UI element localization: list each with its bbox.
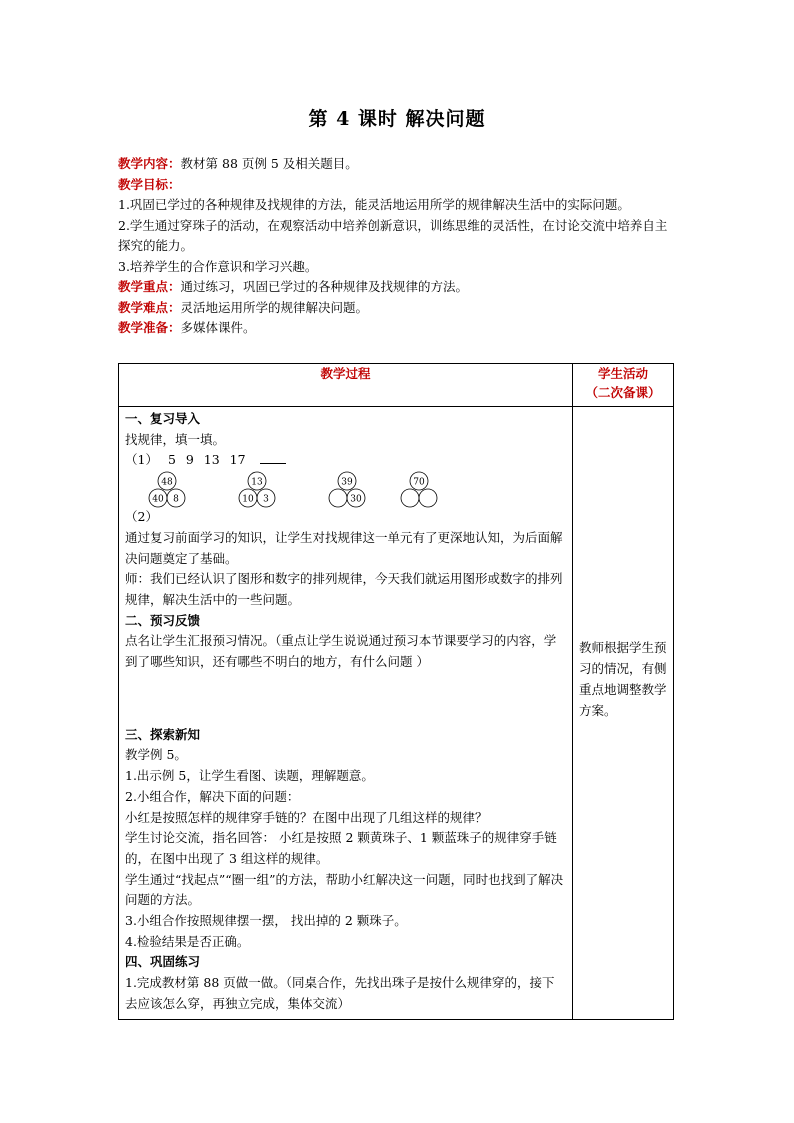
section-preview-title: 二、预习反馈	[125, 612, 201, 628]
sequence-values: 5 9 13 17	[167, 452, 246, 468]
explore-line: 学生通过“找起点”“圈一组”的方法，帮助小红解决这一问题，同时也找到了解决问题的方法。	[125, 871, 564, 908]
puzzle-number: 13	[251, 477, 263, 488]
puzzle-number: 10	[242, 494, 254, 505]
question-2-label: （2）	[125, 509, 158, 525]
teaching-key-point	[118, 277, 678, 298]
sequence-question	[125, 450, 566, 471]
process-header: 教学过程	[119, 364, 573, 407]
key-point-text: 通过练习，巩固已学过的各种规律及找规律的方法。	[180, 279, 469, 294]
process-cell	[119, 407, 573, 1020]
student-activity-header	[573, 364, 674, 407]
practice-text: 1.完成教材第 88 页做一做。（同桌合作，先找出珠子是按什么规律穿的，接下去应该怎么穿，再独立完成，集体交流）	[125, 975, 555, 1011]
teaching-content	[118, 154, 678, 175]
puzzle-number: 48	[161, 477, 173, 488]
circle-group	[239, 472, 275, 507]
review-summary: 通过复习前面学习的知识，让学生对找规律这一单元有了更深地认知，为后面解决问题奠定了基础。	[125, 529, 563, 566]
table-body-row	[119, 407, 674, 1020]
puzzle-number: 70	[413, 477, 425, 488]
preparation-label: 教学准备：	[118, 320, 181, 335]
teaching-content-label: 教学内容：	[118, 156, 181, 171]
puzzle-number: 8	[173, 494, 179, 505]
difficulty-text: 灵活地运用所学的规律解决问题。	[180, 299, 369, 315]
teaching-content-text: 教材第 88 页例 5 及相关题目。	[180, 156, 358, 171]
circle-group	[149, 472, 185, 507]
explore-line: 小红是按照怎样的规律穿手链的？在图中出现了几组这样的规律？	[125, 809, 488, 825]
teaching-preparation	[118, 318, 678, 339]
student-activity-header-line2: （二次备课）	[585, 385, 661, 400]
section-review-title: 一、复习导入	[125, 411, 201, 426]
goal-item: 3.培养学生的合作意识和学习兴趣。	[118, 258, 318, 274]
review-prompt: 找规律，填一填。	[125, 431, 226, 447]
side-note: 教师根据学生预习的情况，有侧重点地调整教学方案。	[579, 640, 667, 718]
section-practice-title: 四、巩固练习	[125, 954, 201, 970]
table-header-row	[119, 364, 674, 407]
explore-line: 3.小组合作按照规律摆一摆， 找出掉的 2 颗珠子。	[125, 913, 407, 929]
goal-item: 2.学生通过穿珠子的活动，在观察活动中培养创新意识，训练思维的灵活性，在讨论交流中培养自主探究的能力。	[118, 217, 668, 253]
preparation-text: 多媒体课件。	[180, 320, 256, 335]
lesson-intro	[118, 154, 678, 339]
circle-puzzles	[125, 471, 566, 515]
difficulty-label: 教学难点：	[118, 299, 181, 315]
explore-line: 学生讨论交流，指名回答： 小红是按照 2 颗黄珠子、1 颗蓝珠子的规律穿手链的，在图中出现了 3 组这样的规律。	[125, 830, 557, 866]
explore-line: 2.小组合作，解决下面的问题：	[125, 788, 300, 804]
sequence-label: （1）	[125, 452, 158, 468]
puzzle-number: 39	[341, 477, 353, 488]
puzzle-number: 3	[263, 494, 269, 505]
puzzle-number: 40	[152, 494, 164, 505]
puzzle-number: 30	[350, 494, 362, 505]
explore-line: 4.检验结果是否正确。	[125, 933, 250, 949]
lesson-plan-table	[118, 363, 674, 1020]
teacher-remark: 师：我们已经认识了图形和数字的排列规律，今天我们就运用图形或数字的排列规律，解决生活中的一些问题。	[125, 571, 563, 607]
puzzle-circle	[401, 489, 419, 507]
circle-puzzle-figure	[139, 471, 439, 515]
teaching-difficulty	[118, 298, 678, 319]
puzzle-circle	[329, 489, 347, 507]
preview-text: 点名让学生汇报预习情况。（重点让学生说说通过预习本节课要学习的内容，学到了哪些知识，还有哪些不明白的地方，有什么问题 ）	[125, 633, 557, 670]
explore-line: 1.出示例 5，让学生看图、读题，理解题意。	[125, 768, 374, 784]
blank-space	[125, 673, 566, 725]
circle-group	[401, 472, 437, 507]
key-point-label: 教学重点：	[118, 279, 181, 294]
section-explore-title: 三、探索新知	[125, 726, 201, 742]
goal-item: 1.巩固已学过的各种规律及找规律的方法，能灵活地运用所学的规律解决生活中的实际问题。	[118, 197, 630, 212]
student-activity-header-line1: 学生活动	[597, 366, 648, 381]
explore-line: 教学例 5。	[125, 747, 187, 763]
student-activity-cell	[573, 407, 674, 1020]
teaching-goals-label: 教学目标：	[118, 176, 181, 192]
page-title: 第 4 课时 解决问题	[308, 108, 486, 130]
answer-blank	[260, 451, 286, 464]
circle-group	[329, 472, 365, 507]
puzzle-circle	[419, 489, 437, 507]
